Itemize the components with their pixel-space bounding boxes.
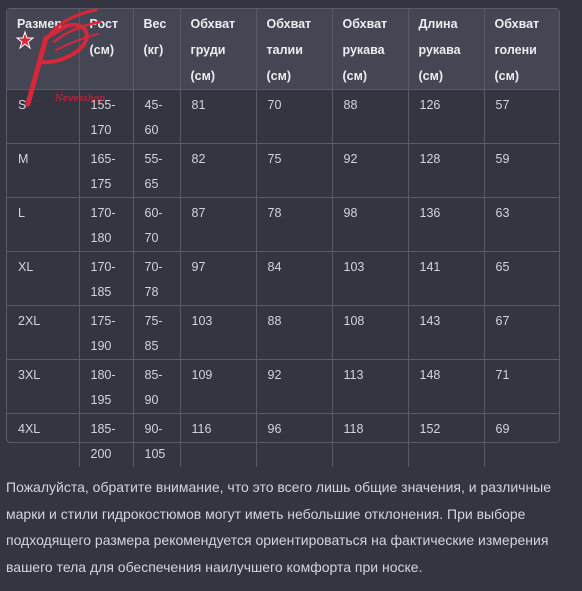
cell-line: 82 [191, 152, 206, 166]
table-cell [408, 414, 484, 468]
column-header-line: (см) [494, 69, 520, 83]
size-cell [7, 360, 79, 414]
cell-line: 97 [191, 260, 206, 274]
size-table [7, 9, 559, 467]
column-header-line: Размер [17, 17, 63, 31]
size-table-container [6, 8, 560, 461]
cell-line: 90- [144, 422, 163, 436]
column-header-line: Обхват [494, 17, 540, 31]
table-cell [256, 144, 332, 198]
table-cell [180, 144, 256, 198]
cell-line: 180 [90, 231, 112, 245]
table-cell [180, 360, 256, 414]
cell-line: 175 [90, 177, 112, 191]
cell-line: 60- [144, 206, 163, 220]
cell-line: 180- [90, 368, 116, 382]
cell-line: 59 [495, 152, 510, 166]
cell-line: 65 [144, 177, 159, 191]
cell-line: 3XL [18, 368, 41, 382]
table-cell [256, 90, 332, 144]
cell-line: XL [18, 260, 34, 274]
table-cell [79, 90, 133, 144]
header-row [7, 9, 559, 90]
cell-line: 175- [90, 314, 116, 328]
cell-line: 57 [495, 98, 510, 112]
table-cell [332, 198, 408, 252]
cell-line: 81 [191, 98, 206, 112]
size-table-header [7, 9, 559, 90]
table-cell [484, 144, 559, 198]
cell-line: 88 [267, 314, 282, 328]
table-row [7, 306, 559, 360]
column-header-line: Вес [143, 17, 167, 31]
table-cell [79, 306, 133, 360]
cell-line: M [18, 152, 29, 166]
table-cell [133, 252, 180, 306]
table-cell [256, 252, 332, 306]
cell-line: 70 [267, 98, 282, 112]
cell-line: 2XL [18, 314, 41, 328]
table-row [7, 144, 559, 198]
column-header-line: (см) [342, 69, 368, 83]
cell-line: 85 [144, 339, 159, 353]
column-header-line: Обхват [266, 17, 312, 31]
column-header [408, 9, 484, 90]
size-cell [7, 90, 79, 144]
column-header [332, 9, 408, 90]
table-cell [408, 306, 484, 360]
table-cell [484, 414, 559, 468]
table-cell [484, 306, 559, 360]
column-header [7, 9, 79, 90]
column-header [484, 9, 559, 90]
cell-line: 88 [343, 98, 358, 112]
cell-line: 136 [419, 206, 441, 220]
table-cell [484, 252, 559, 306]
cell-line: 69 [495, 422, 510, 436]
size-cell [7, 252, 79, 306]
cell-line: 96 [267, 422, 282, 436]
table-cell [79, 252, 133, 306]
table-cell [484, 90, 559, 144]
column-header-line: талии [266, 43, 303, 57]
cell-line: S [18, 98, 27, 112]
column-header-line: рукава [418, 43, 461, 57]
table-cell [408, 252, 484, 306]
size-cell [7, 144, 79, 198]
cell-line: L [18, 206, 25, 220]
cell-line: 92 [343, 152, 358, 166]
cell-line: 75 [267, 152, 282, 166]
cell-line: 90 [144, 393, 159, 407]
table-cell [332, 144, 408, 198]
cell-line: 55- [144, 152, 163, 166]
table-row [7, 90, 559, 144]
table-cell [256, 306, 332, 360]
table-cell [133, 144, 180, 198]
cell-line: 103 [343, 260, 365, 274]
column-header-line: Обхват [190, 17, 236, 31]
table-cell [408, 90, 484, 144]
table-cell [332, 306, 408, 360]
cell-line: 108 [343, 314, 365, 328]
cell-line: 195 [90, 393, 112, 407]
cell-line: 71 [495, 368, 510, 382]
table-cell [180, 198, 256, 252]
cell-line: 155- [90, 98, 116, 112]
column-header-line: Рост [89, 17, 119, 31]
cell-line: 87 [191, 206, 206, 220]
cell-line: 60 [144, 123, 159, 137]
table-cell [408, 198, 484, 252]
cell-line: 85- [144, 368, 163, 382]
column-header-line: (см) [89, 43, 115, 57]
table-cell [133, 306, 180, 360]
table-cell [408, 360, 484, 414]
table-cell [408, 144, 484, 198]
size-cell [7, 198, 79, 252]
cell-line: 152 [419, 422, 441, 436]
cell-line: 78 [144, 285, 159, 299]
column-header-line: Обхват [342, 17, 388, 31]
cell-line: 185 [90, 285, 112, 299]
cell-line: 170- [90, 206, 116, 220]
cell-line: 63 [495, 206, 510, 220]
cell-line: 109 [191, 368, 213, 382]
cell-line: 200 [90, 447, 112, 461]
column-header-line: голени [494, 43, 537, 57]
table-cell [484, 360, 559, 414]
table-cell [180, 306, 256, 360]
size-cell [7, 306, 79, 360]
table-cell [332, 90, 408, 144]
column-header-line: Длина [418, 17, 458, 31]
table-cell [133, 90, 180, 144]
cell-line: 185- [90, 422, 116, 436]
cell-line: 84 [267, 260, 282, 274]
cell-line: 4XL [18, 422, 41, 436]
table-cell [332, 414, 408, 468]
cell-line: 116 [191, 422, 212, 436]
table-row [7, 198, 559, 252]
table-cell [256, 360, 332, 414]
column-header-line: (см) [266, 69, 292, 83]
table-cell [180, 90, 256, 144]
table-cell [79, 360, 133, 414]
cell-line: 75- [144, 314, 163, 328]
cell-line: 141 [419, 260, 441, 274]
cell-line: 105 [144, 447, 166, 461]
logo-wordmark: Nevesshop [55, 94, 105, 104]
table-row [7, 252, 559, 306]
table-cell [133, 360, 180, 414]
table-cell [332, 360, 408, 414]
column-header-line: (см) [418, 69, 444, 83]
table-row [7, 414, 559, 468]
cell-line: 70 [144, 231, 159, 245]
cell-line: 78 [267, 206, 282, 220]
column-header-line: (см) [190, 69, 216, 83]
cell-line: 190 [90, 339, 112, 353]
cell-line: 128 [419, 152, 441, 166]
cell-line: 103 [191, 314, 213, 328]
table-cell [256, 414, 332, 468]
cell-line: 92 [267, 368, 282, 382]
disclaimer-text: Пожалуйста, обратите внимание, что это всего лишь общие значения, и различные марки и стили гидрокостюмов могут иметь небольшие отклонения. При выборе подходящего размера рекомендуется ориентироваться на фактические измерения вашего тела для обеспечения наилучшего комфорта при носке. [6, 479, 552, 575]
cell-line: 165- [90, 152, 116, 166]
table-cell [133, 414, 180, 468]
table-cell [133, 198, 180, 252]
cell-line: 65 [495, 260, 510, 274]
cell-line: 70- [144, 260, 163, 274]
cell-line: 170 [90, 123, 112, 137]
column-header [79, 9, 133, 90]
cell-line: 113 [343, 368, 364, 382]
cell-line: 143 [419, 314, 441, 328]
table-cell [256, 198, 332, 252]
cell-line: 67 [495, 314, 510, 328]
cell-line: 45- [144, 98, 163, 112]
table-row [7, 360, 559, 414]
cell-line: 118 [343, 422, 364, 436]
table-cell [79, 144, 133, 198]
cell-line: 170- [90, 260, 116, 274]
table-cell [332, 252, 408, 306]
size-cell [7, 414, 79, 468]
table-cell [180, 414, 256, 468]
table-cell [79, 414, 133, 468]
table-cell [79, 198, 133, 252]
column-header-line: груди [190, 43, 226, 57]
column-header [180, 9, 256, 90]
column-header [133, 9, 180, 90]
table-cell [484, 198, 559, 252]
cell-line: 148 [419, 368, 441, 382]
cell-line: 126 [419, 98, 441, 112]
size-table-body [7, 90, 559, 468]
column-header [256, 9, 332, 90]
table-cell [180, 252, 256, 306]
column-header-line: рукава [342, 43, 385, 57]
column-header-line: (кг) [143, 43, 164, 57]
cell-line: 98 [343, 206, 358, 220]
